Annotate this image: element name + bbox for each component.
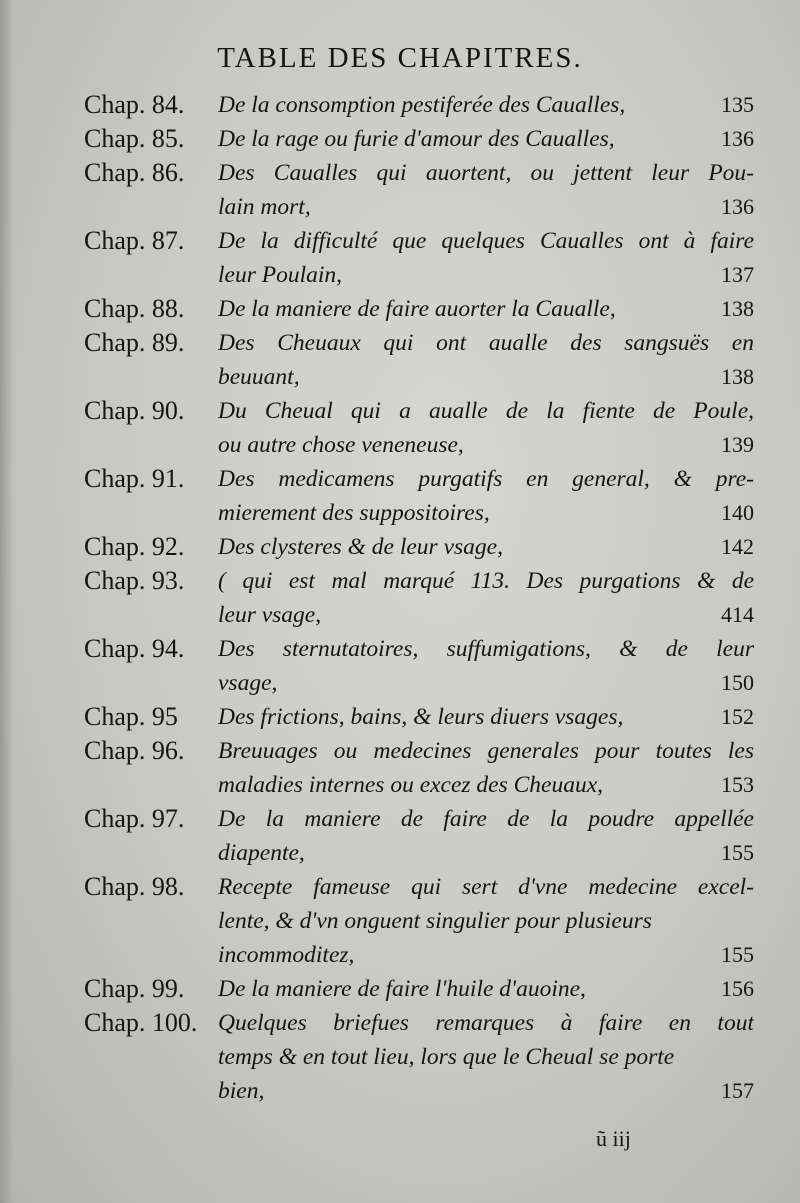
page-number: 155 bbox=[721, 942, 754, 967]
chapter-title-line: leur vsage, bbox=[218, 602, 322, 628]
chapter-title bbox=[218, 122, 754, 156]
chapter-title-line: lente, & d'vn onguent singulier pour plusieurs bbox=[218, 908, 652, 934]
chapter-title-line: Des medicamens purgatifs en general, & pre- bbox=[218, 466, 754, 492]
toc-entry bbox=[84, 122, 754, 156]
page-number: 138 bbox=[721, 296, 754, 321]
chapter-title-line: De la maniere de faire de la poudre appellée bbox=[218, 806, 754, 832]
chapter-title-line: Des frictions, bains, & leurs diuers vsages, bbox=[218, 704, 624, 730]
chapter-title bbox=[218, 88, 754, 122]
page-number: 153 bbox=[721, 772, 754, 797]
toc-entry bbox=[84, 700, 754, 734]
chapter-number: Chap. 91. bbox=[84, 464, 185, 493]
chapter-title bbox=[218, 292, 754, 326]
chapter-number: Chap. 87. bbox=[84, 226, 185, 255]
chapter-title bbox=[218, 530, 754, 564]
chapter-title bbox=[218, 870, 754, 972]
chapter-number: Chap. 89. bbox=[84, 328, 185, 357]
toc-entry bbox=[84, 224, 754, 292]
chapter-title bbox=[218, 1006, 754, 1108]
chapter-number: Chap. 86. bbox=[84, 158, 185, 187]
toc-entry bbox=[84, 88, 754, 122]
chapter-title-line: Du Cheual qui a aualle de la fiente de Poule, bbox=[218, 398, 754, 424]
chapter-title bbox=[218, 802, 754, 870]
chapter-number: Chap. 85. bbox=[84, 124, 185, 153]
page-edge-shadow bbox=[0, 0, 14, 1203]
page-number: 135 bbox=[721, 92, 754, 117]
toc-entry bbox=[84, 734, 754, 802]
chapter-number: Chap. 94. bbox=[84, 634, 185, 663]
chapter-number: Chap. 90. bbox=[84, 396, 185, 425]
chapter-title-line: De la consomption pestiferée des Caualles, bbox=[218, 92, 626, 118]
chapter-number: Chap. 99. bbox=[84, 974, 185, 1003]
chapter-title-line: diapente, bbox=[218, 840, 305, 866]
chapter-number: Chap. 98. bbox=[84, 872, 185, 901]
toc-entry bbox=[84, 462, 754, 530]
chapter-title-line: maladies internes ou excez des Cheuaux, bbox=[218, 772, 604, 798]
chapter-number: Chap. 88. bbox=[84, 294, 185, 323]
table-of-contents bbox=[84, 88, 754, 1108]
chapter-title-line: De la maniere de faire auorter la Caualle, bbox=[218, 296, 616, 322]
chapter-number: Chap. 100. bbox=[84, 1008, 198, 1037]
chapter-title bbox=[218, 224, 754, 292]
chapter-title bbox=[218, 700, 754, 734]
signature-mark: ũ iij bbox=[596, 1126, 631, 1151]
chapter-title-line: Des Caualles qui auortent, ou jettent leur Pou- bbox=[218, 160, 754, 186]
page-number: 155 bbox=[721, 840, 754, 865]
chapter-title-line: ( qui est mal marqué 113. Des purgations & de bbox=[218, 568, 754, 594]
page-number: 136 bbox=[721, 194, 754, 219]
chapter-number: Chap. 84. bbox=[84, 90, 185, 119]
toc-entry bbox=[84, 292, 754, 326]
chapter-title-line: De la maniere de faire l'huile d'auoine, bbox=[218, 976, 586, 1002]
chapter-title bbox=[218, 156, 754, 224]
chapter-title-line: lain mort, bbox=[218, 194, 311, 220]
page-number: 139 bbox=[721, 432, 754, 457]
chapter-number: Chap. 93. bbox=[84, 566, 185, 595]
chapter-title-line: De la rage ou furie d'amour des Caualles, bbox=[218, 126, 615, 152]
page-number: 157 bbox=[721, 1078, 754, 1103]
chapter-number: Chap. 92. bbox=[84, 532, 185, 561]
chapter-number: Chap. 95 bbox=[84, 702, 178, 731]
chapter-title-line: Des Cheuaux qui ont aualle des sangsuës en bbox=[218, 330, 754, 356]
chapter-title-line: ou autre chose veneneuse, bbox=[218, 432, 464, 458]
chapter-title-line: Recepte fameuse qui sert d'vne medecine excel- bbox=[218, 874, 754, 900]
chapter-title bbox=[218, 734, 754, 802]
page-number: 138 bbox=[721, 364, 754, 389]
chapter-title bbox=[218, 326, 754, 394]
toc-entry bbox=[84, 326, 754, 394]
toc-entry bbox=[84, 394, 754, 462]
toc-entry bbox=[84, 1006, 754, 1108]
chapter-title-line: vsage, bbox=[218, 670, 278, 696]
chapter-title-line: bien, bbox=[218, 1078, 265, 1104]
chapter-number: Chap. 97. bbox=[84, 804, 185, 833]
chapter-title-line: Quelques briefues remarques à faire en tout bbox=[218, 1010, 754, 1036]
toc-entry bbox=[84, 632, 754, 700]
chapter-title-line: Des clysteres & de leur vsage, bbox=[218, 534, 503, 560]
chapter-title-line: Des sternutatoires, suffumigations, & de leur bbox=[218, 636, 754, 662]
page-number: 150 bbox=[721, 670, 754, 695]
chapter-title-line: incommoditez, bbox=[218, 942, 355, 968]
page-number: 136 bbox=[721, 126, 754, 151]
page-number: 142 bbox=[721, 534, 754, 559]
toc-entry bbox=[84, 870, 754, 972]
chapter-title bbox=[218, 972, 754, 1006]
chapter-number: Chap. 96. bbox=[84, 736, 185, 765]
toc-entry bbox=[84, 972, 754, 1006]
chapter-title-line: mierement des suppositoires, bbox=[218, 500, 490, 526]
chapter-title bbox=[218, 632, 754, 700]
chapter-title bbox=[218, 462, 754, 530]
chapter-title bbox=[218, 394, 754, 462]
toc-entry bbox=[84, 802, 754, 870]
page-number: 156 bbox=[721, 976, 754, 1001]
toc-entry bbox=[84, 156, 754, 224]
page-number: 152 bbox=[721, 704, 754, 729]
page-title: TABLE DES CHAPITRES. bbox=[217, 42, 583, 74]
chapter-title-line: Breuuages ou medecines generales pour toutes les bbox=[218, 738, 754, 764]
page-number: 140 bbox=[721, 500, 754, 525]
page-number: 137 bbox=[721, 262, 754, 287]
toc-entry bbox=[84, 530, 754, 564]
toc-entry bbox=[84, 564, 754, 632]
chapter-title-line: leur Poulain, bbox=[218, 262, 343, 288]
chapter-title-line: De la difficulté que quelques Caualles ont à faire bbox=[218, 228, 754, 254]
chapter-title bbox=[218, 564, 754, 632]
chapter-title-line: beuuant, bbox=[218, 364, 300, 390]
chapter-title-line: temps & en tout lieu, lors que le Cheual se porte bbox=[218, 1044, 675, 1070]
page-number: 414 bbox=[721, 602, 754, 627]
